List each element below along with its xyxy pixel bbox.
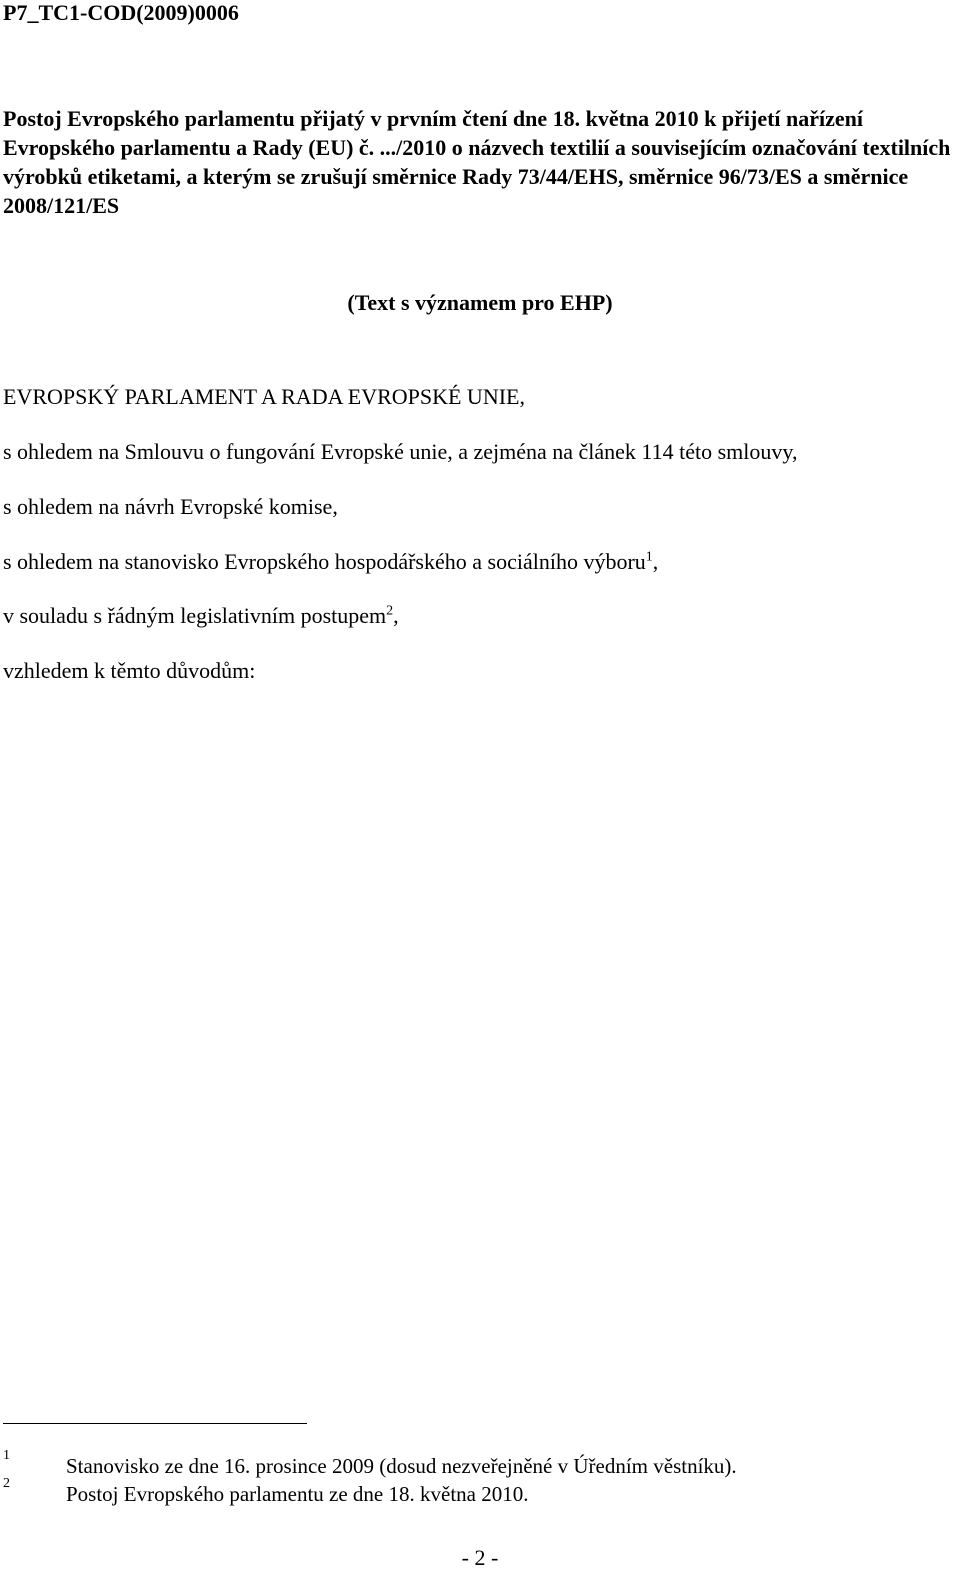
citation-procedure: [3, 603, 399, 629]
footnote-ref-1[interactable]: 1: [645, 549, 653, 565]
footnote-text: Postoj Evropského parlamentu ze dne 18. května 2010.: [66, 1482, 529, 1506]
citation-opinion-text: s ohledem na stanovisko Evropského hospodářského a sociálního výboru: [3, 549, 646, 574]
recitals-intro: vzhledem k těmto důvodům:: [3, 658, 256, 683]
document-reference: P7_TC1-COD(2009)0006: [3, 0, 239, 25]
footnote-number: 1: [3, 1448, 10, 1463]
citation-opinion-punct: ,: [652, 549, 659, 574]
citation-treaty: s ohledem na Smlouvu o fungování Evropské unie, a zejména na článek 114 této smlouvy,: [3, 439, 798, 464]
footnote-ref-2[interactable]: 2: [386, 603, 394, 619]
citation-procedure-punct: ,: [393, 603, 399, 628]
footnote-text: Stanovisko ze dne 16. prosince 2009 (dosud nezveřejněné v Úředním věstníku).: [66, 1454, 737, 1478]
page-number: - 2 -: [461, 1545, 499, 1570]
citation-opinion: [3, 549, 658, 575]
citation-procedure-text: v souladu s řádným legislativním postupem: [3, 603, 387, 628]
footnote-separator: [3, 1423, 307, 1424]
footnote-number: 2: [3, 1476, 10, 1491]
eea-relevance-note: (Text s významem pro EHP): [347, 290, 613, 315]
preamble-parties: EVROPSKÝ PARLAMENT A RADA EVROPSKÉ UNIE,: [3, 384, 525, 409]
citation-proposal: s ohledem na návrh Evropské komise,: [3, 494, 338, 519]
document-title: Postoj Evropského parlamentu přijatý v prvním čtení dne 18. května 2010 k přijetí nařízení Evropského parlamentu a Rady (EU) č. .../2010 o názvech textilií a souvisejícím označování textilních výrobků etiketami, a kterým se zrušují směrnice Rady 73/44/EHS, směrnice 96/73/ES a směrnice 2008/121/ES: [3, 106, 951, 218]
